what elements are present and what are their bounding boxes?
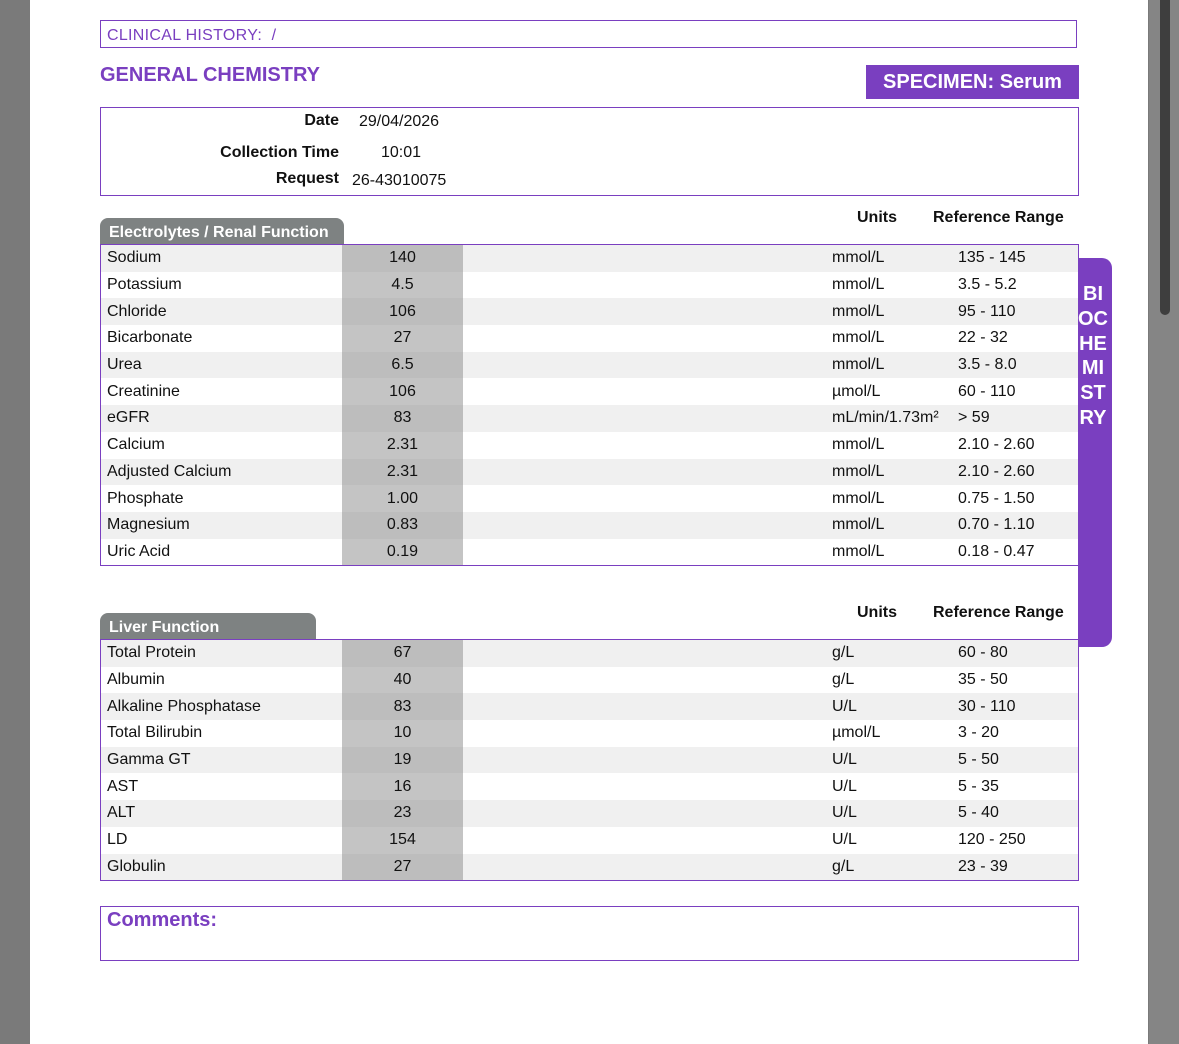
table-row — [101, 272, 1078, 299]
reference-range: 3.5 - 5.2 — [958, 276, 1017, 294]
test-name: Urea — [107, 356, 142, 374]
result-value: 2.31 — [342, 459, 463, 486]
units-value: U/L — [832, 804, 857, 822]
specimen-badge: SPECIMEN: Serum — [866, 65, 1079, 99]
reference-range: 5 - 50 — [958, 751, 999, 769]
units-value: mmol/L — [832, 302, 885, 320]
test-name: Alkaline Phosphatase — [107, 697, 261, 715]
result-value: 10 — [342, 720, 463, 747]
units-value: g/L — [832, 857, 855, 875]
units-value: mmol/L — [832, 329, 885, 347]
units-value: mmol/L — [832, 436, 885, 454]
reference-range: > 59 — [958, 409, 990, 427]
reference-range: 2.10 - 2.60 — [958, 436, 1035, 454]
test-name: Bicarbonate — [107, 329, 193, 347]
test-name: Creatinine — [107, 382, 180, 400]
units-value: µmol/L — [832, 382, 881, 400]
result-value: 83 — [342, 693, 463, 720]
electrolytes-tab: Electrolytes / Renal Function — [100, 218, 344, 244]
result-value: 106 — [342, 298, 463, 325]
reference-range: 0.70 - 1.10 — [958, 516, 1035, 534]
liver-range-header: Reference Range — [933, 604, 1064, 621]
test-name: LD — [107, 831, 128, 849]
table-row — [101, 298, 1078, 325]
test-name: Total Bilirubin — [107, 724, 203, 742]
result-value: 106 — [342, 378, 463, 405]
table-row — [101, 325, 1078, 352]
reference-range: 5 - 40 — [958, 804, 999, 822]
test-name: Albumin — [107, 671, 165, 689]
reference-range: 60 - 110 — [958, 382, 1016, 400]
table-row — [101, 854, 1078, 881]
reference-range: 30 - 110 — [958, 697, 1016, 715]
result-value: 2.31 — [342, 432, 463, 459]
table-row — [101, 667, 1078, 694]
biochemistry-side-text: BIOCHEMISTRY — [1078, 283, 1108, 429]
test-name: Magnesium — [107, 516, 190, 534]
test-name: Chloride — [107, 302, 167, 320]
section-title: GENERAL CHEMISTRY — [100, 64, 321, 86]
clinical-history-box — [100, 20, 1077, 48]
liver-function-table — [100, 639, 1079, 881]
table-row — [101, 539, 1078, 566]
test-name: AST — [107, 777, 139, 795]
reference-range: 22 - 32 — [958, 329, 1008, 347]
units-value: U/L — [832, 831, 857, 849]
electrolytes-table — [100, 244, 1079, 566]
test-name: Total Protein — [107, 644, 196, 662]
comments-box — [100, 906, 1079, 961]
table-row — [101, 352, 1078, 379]
result-value: 1.00 — [342, 485, 463, 512]
test-name: Phosphate — [107, 489, 184, 507]
table-row — [101, 378, 1078, 405]
result-value: 27 — [342, 325, 463, 352]
table-row — [101, 459, 1078, 486]
table-row — [101, 720, 1078, 747]
electrolytes-range-header: Reference Range — [933, 209, 1064, 226]
request-info-box — [100, 107, 1079, 196]
test-name: Globulin — [107, 857, 166, 875]
result-value: 27 — [342, 854, 463, 881]
table-row — [101, 485, 1078, 512]
result-value: 0.83 — [342, 512, 463, 539]
collection-time-value: 10:01 — [381, 144, 422, 161]
test-name: Adjusted Calcium — [107, 462, 232, 480]
reference-range: 60 - 80 — [958, 644, 1008, 662]
reference-range: 120 - 250 — [958, 831, 1026, 849]
table-row — [101, 773, 1078, 800]
reference-range: 95 - 110 — [958, 302, 1016, 320]
test-name: Calcium — [107, 436, 165, 454]
date-value: 29/04/2026 — [359, 113, 440, 130]
result-value: 6.5 — [342, 352, 463, 379]
reference-range: 35 - 50 — [958, 671, 1008, 689]
units-value: mL/min/1.73m² — [832, 409, 939, 427]
reference-range: 0.18 - 0.47 — [958, 542, 1035, 560]
units-value: µmol/L — [832, 724, 881, 742]
reference-range: 23 - 39 — [958, 857, 1008, 875]
test-name: Potassium — [107, 276, 182, 294]
table-row — [101, 512, 1078, 539]
result-value: 67 — [342, 640, 463, 667]
date-label: Date — [304, 112, 339, 129]
table-row — [101, 827, 1078, 854]
reference-range: 3.5 - 8.0 — [958, 356, 1017, 374]
result-value: 16 — [342, 773, 463, 800]
reference-range: 0.75 - 1.50 — [958, 489, 1035, 507]
table-row — [101, 640, 1078, 667]
reference-range: 3 - 20 — [958, 724, 999, 742]
units-value: U/L — [832, 697, 857, 715]
reference-range: 135 - 145 — [958, 249, 1026, 267]
table-row — [101, 800, 1078, 827]
result-value: 83 — [342, 405, 463, 432]
test-name: Sodium — [107, 249, 162, 267]
table-row — [101, 405, 1078, 432]
comments-label: Comments: — [107, 909, 218, 931]
scrollbar-thumb[interactable] — [1160, 0, 1170, 315]
test-name: Gamma GT — [107, 751, 191, 769]
units-value: g/L — [832, 644, 855, 662]
units-value: g/L — [832, 671, 855, 689]
test-name: Uric Acid — [107, 542, 171, 560]
test-name: eGFR — [107, 409, 150, 427]
result-value: 140 — [342, 245, 463, 272]
units-value: mmol/L — [832, 489, 885, 507]
units-value: mmol/L — [832, 462, 885, 480]
result-value: 0.19 — [342, 539, 463, 566]
result-value: 154 — [342, 827, 463, 854]
units-value: U/L — [832, 751, 857, 769]
request-label: Request — [275, 170, 339, 187]
units-value: mmol/L — [832, 542, 885, 560]
liver-units-header: Units — [857, 604, 897, 621]
liver-function-tab: Liver Function — [100, 613, 316, 639]
units-value: U/L — [832, 777, 857, 795]
units-value: mmol/L — [832, 276, 885, 294]
table-row — [101, 245, 1078, 272]
electrolytes-units-header: Units — [857, 209, 897, 226]
test-name: ALT — [107, 804, 136, 822]
clinical-history-text: CLINICAL HISTORY: / — [107, 27, 277, 44]
biochemistry-side-label — [1078, 258, 1112, 647]
units-value: mmol/L — [832, 356, 885, 374]
table-row — [101, 693, 1078, 720]
reference-range: 2.10 - 2.60 — [958, 462, 1035, 480]
result-value: 4.5 — [342, 272, 463, 299]
result-value: 23 — [342, 800, 463, 827]
request-value: 26-43010075 — [352, 172, 447, 189]
reference-range: 5 - 35 — [958, 777, 999, 795]
result-value: 19 — [342, 747, 463, 774]
units-value: mmol/L — [832, 516, 885, 534]
units-value: mmol/L — [832, 249, 885, 267]
table-row — [101, 432, 1078, 459]
collection-time-label: Collection Time — [220, 144, 339, 161]
result-value: 40 — [342, 667, 463, 694]
table-row — [101, 747, 1078, 774]
